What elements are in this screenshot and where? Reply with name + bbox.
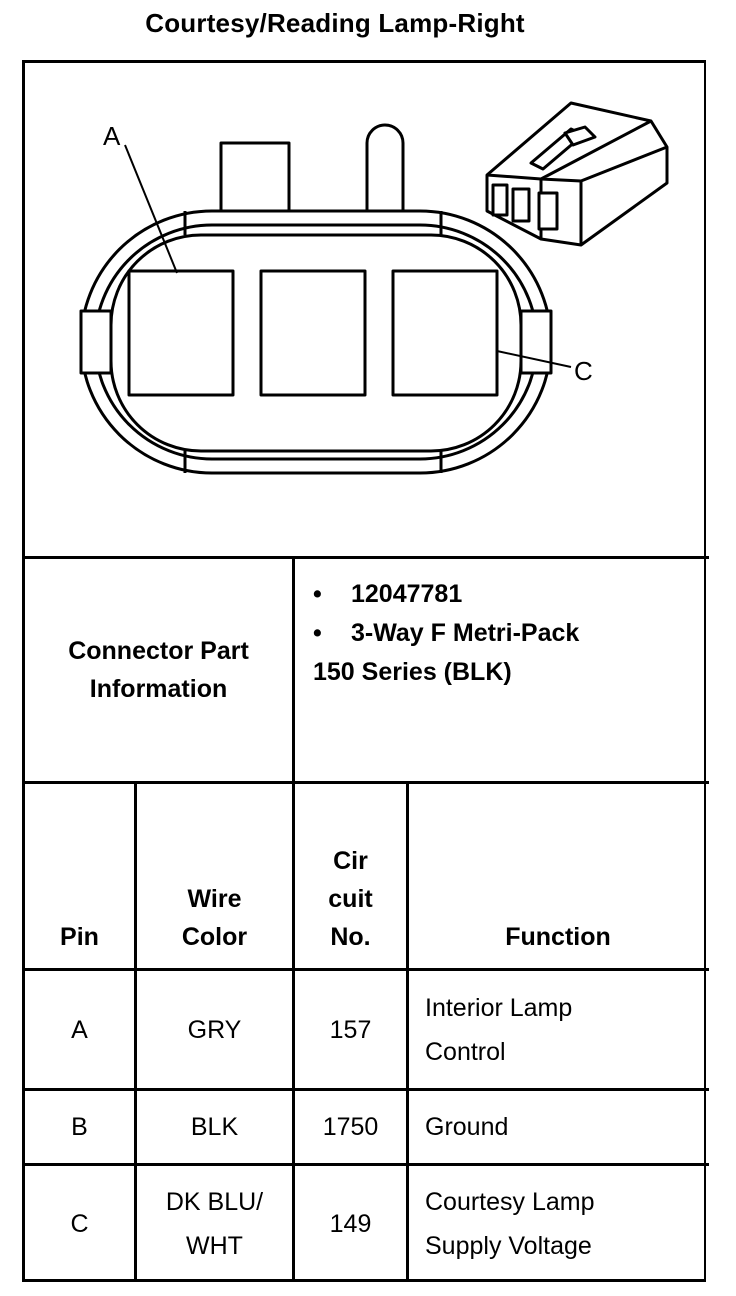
connector-part-label: Connector Part Information [68, 637, 249, 703]
list-item [313, 614, 579, 653]
page-title: Courtesy/Reading Lamp-Right [145, 8, 525, 38]
table-row-b-pin: B [71, 1113, 88, 1141]
divider [292, 559, 295, 781]
table-row-a-wire: GRY [187, 1015, 242, 1044]
connector-3d-icon [487, 103, 667, 245]
table-row-b-circuit: 1750 [322, 1113, 379, 1141]
connector-series: 150 Series (BLK) [313, 658, 512, 686]
table-row-b-function: Ground [425, 1113, 509, 1141]
connector-type: 3-Way F Metri-Pack [351, 619, 580, 647]
connector-latch-tab [221, 143, 289, 217]
connector-diagram [25, 63, 709, 559]
table-row-b-wire: BLK [190, 1113, 239, 1141]
divider [292, 784, 295, 1282]
table-row-a-pin: A [71, 1015, 88, 1044]
cavity-b [261, 271, 365, 395]
header-function: Function [505, 923, 611, 951]
bullet-icon: • [313, 580, 322, 608]
callout-c-label: C [574, 356, 593, 386]
table-row-c-circuit: 149 [329, 1210, 372, 1238]
table-row-c-function: Courtesy Lamp Supply Voltage [425, 1188, 595, 1260]
header-wire-color: Wire Color [181, 885, 248, 951]
table-row-a-function: Interior Lamp Control [425, 993, 573, 1066]
list-item [313, 575, 579, 614]
table-row-c-pin: C [70, 1210, 89, 1238]
connector-part-details [313, 575, 579, 692]
divider [406, 784, 409, 1282]
divider [134, 784, 137, 1282]
table-row-a-circuit: 157 [329, 1015, 372, 1044]
header-circuit-number: Cir cuit No. [328, 847, 373, 951]
callout-a-label: A [103, 121, 121, 151]
cavity-c [393, 271, 497, 395]
bullet-icon: • [313, 619, 322, 647]
cavity-a [129, 271, 233, 395]
table-row-c-wire: DK BLU/ WHT [165, 1188, 264, 1260]
header-pin: Pin [60, 923, 99, 951]
part-number: 12047781 [351, 580, 463, 608]
connector-end-view-table [22, 60, 706, 1282]
